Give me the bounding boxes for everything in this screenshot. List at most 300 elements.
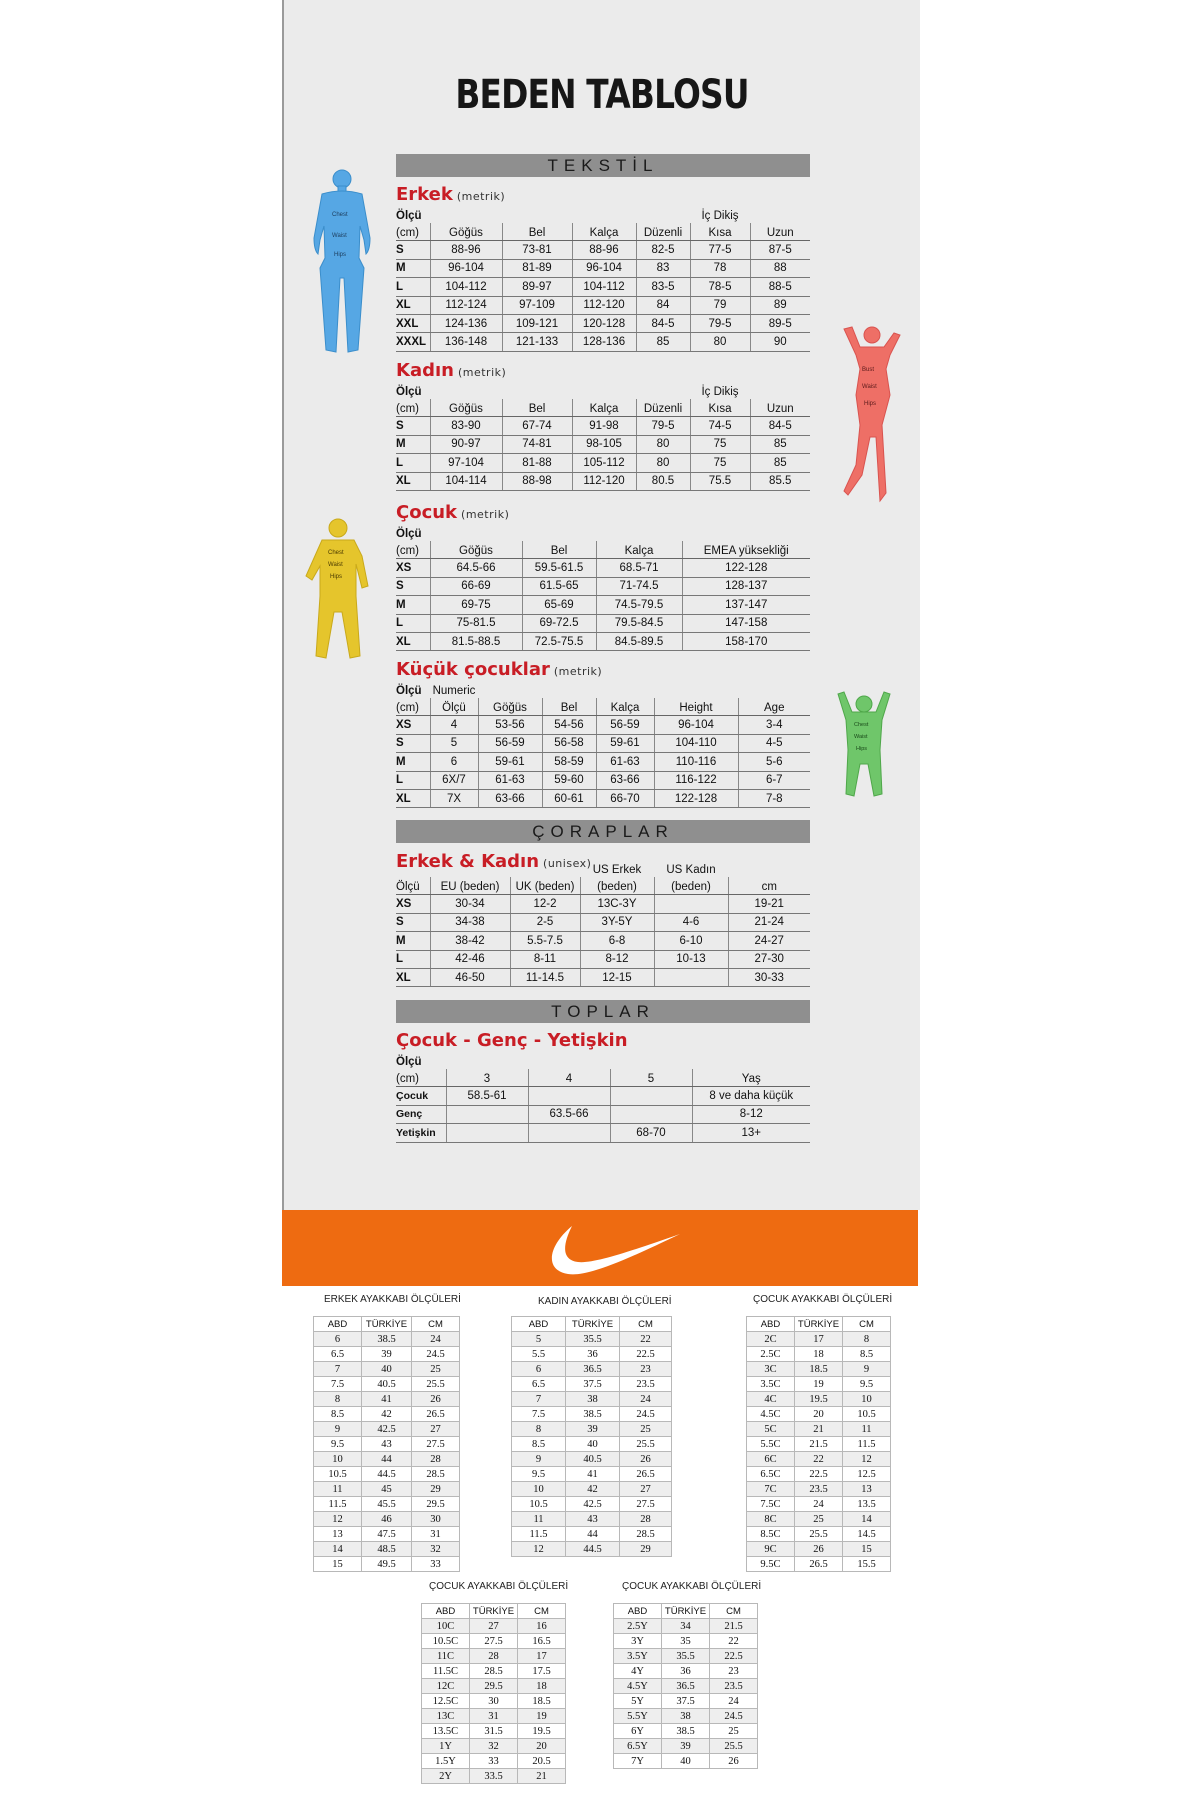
table-row (314, 1362, 460, 1377)
table-row (614, 1739, 758, 1754)
table-cell: 23.5 (620, 1377, 672, 1392)
table-cell: EMEA yüksekliği (682, 541, 810, 559)
table-cell: 4 (528, 1069, 610, 1087)
table-row (747, 1392, 891, 1407)
table-cell: 30 (412, 1512, 460, 1527)
table-cell: 11-14.5 (510, 968, 580, 986)
heading-erkek (396, 184, 505, 205)
table-cell: 39 (566, 1422, 620, 1437)
men-waist-label: Waist (332, 233, 347, 239)
heading-kucuk (396, 659, 602, 680)
table-cell: 22.5 (620, 1347, 672, 1362)
table-cell: 64.5-66 (430, 559, 522, 577)
table-row (747, 1347, 891, 1362)
table-cell: TÜRKİYE (566, 1317, 620, 1332)
table-cell: Yetişkin (396, 1124, 446, 1142)
table-cell: 2.5Y (614, 1619, 662, 1634)
table-cell: 80 (636, 454, 690, 472)
table-cell: 5 (610, 1069, 692, 1087)
table-cell: 11 (314, 1482, 362, 1497)
shoe-table-cocuk-2 (421, 1603, 566, 1784)
table-row (747, 1437, 891, 1452)
table-cell (446, 1124, 528, 1142)
table-row (747, 1497, 891, 1512)
section-band-tekstil: TEKSTİL (396, 154, 810, 177)
table-cell: CM (843, 1317, 891, 1332)
table-cell: 29 (412, 1482, 460, 1497)
table-cell: 19 (795, 1377, 843, 1392)
table-cell (502, 384, 572, 399)
table-cell: CM (710, 1604, 758, 1619)
table-cell: 1Y (422, 1739, 470, 1754)
men-measurement-figure (310, 168, 374, 358)
table-row (396, 559, 810, 577)
table-row (396, 314, 810, 332)
table-cell: Kalça (596, 541, 682, 559)
table-cell: 83-5 (636, 278, 690, 296)
table-cell: 147-158 (682, 614, 810, 632)
table-row (747, 1557, 891, 1572)
heading-erkek-text: Erkek (396, 184, 453, 205)
table-row (396, 454, 810, 472)
table-row (512, 1512, 672, 1527)
table-cell (610, 1054, 692, 1069)
table-row (614, 1634, 758, 1649)
table-cell: 61-63 (596, 753, 654, 771)
table-row (422, 1694, 566, 1709)
table-cell: 40.5 (362, 1377, 412, 1392)
table-cell (446, 1105, 528, 1123)
table-cell: 38-42 (430, 932, 510, 950)
table-cell: 109-121 (502, 314, 572, 332)
table-row (396, 435, 810, 453)
table-cell: M (396, 753, 430, 771)
table-cell: 81-88 (502, 454, 572, 472)
table-row (747, 1362, 891, 1377)
table-cocuk (396, 526, 810, 651)
table-kadin (396, 384, 810, 491)
heading-corap-text: Erkek & Kadın (396, 851, 540, 872)
table-cell: 2C (747, 1332, 795, 1347)
table-cell: 15 (843, 1542, 891, 1557)
table-cell: 18.5 (795, 1362, 843, 1377)
table-cell: 96-104 (572, 259, 636, 277)
table-cell: 54-56 (542, 716, 596, 734)
table-cell: 12.5 (843, 1467, 891, 1482)
kids-chest-label: Chest (328, 550, 344, 556)
table-row (422, 1724, 566, 1739)
table-cell: L (396, 614, 430, 632)
table-header-row (396, 1069, 810, 1087)
table-row (614, 1694, 758, 1709)
table-cell: 16 (518, 1619, 566, 1634)
table-cell: 28 (620, 1512, 672, 1527)
table-cell: 23 (620, 1362, 672, 1377)
table-cell: ABD (422, 1604, 470, 1619)
table-cell: 60-61 (542, 789, 596, 807)
table-cell: XL (396, 296, 430, 314)
table-row (512, 1332, 672, 1347)
table-cell: 122-128 (654, 789, 738, 807)
table-row (614, 1679, 758, 1694)
table-cell: 6 (512, 1362, 566, 1377)
table-cell: 3-4 (738, 716, 810, 734)
table-cell: Ölçü (396, 1056, 422, 1068)
table-row (396, 1124, 810, 1142)
table-cell: 7 (314, 1362, 362, 1377)
table-cell: 36.5 (662, 1679, 710, 1694)
table-cell: 72.5-75.5 (522, 632, 596, 650)
table-cell: M (396, 596, 430, 614)
table-cell: Kısa (690, 223, 750, 241)
table-cell: 53-56 (478, 716, 542, 734)
table-cell: 104-110 (654, 734, 738, 752)
table-cell: M (396, 259, 430, 277)
table-cell: 28 (470, 1649, 518, 1664)
table-cell: (cm) (396, 698, 430, 716)
table-cell: 8.5 (512, 1437, 566, 1452)
table-cell: 98-105 (572, 435, 636, 453)
table-cell: 77-5 (690, 241, 750, 259)
table-cell: Göğüs (478, 698, 542, 716)
table-cell: 79.5-84.5 (596, 614, 682, 632)
table-cell: 9.5 (314, 1437, 362, 1452)
table-cell: 61.5-65 (522, 577, 596, 595)
table-cell: Yaş (692, 1069, 810, 1087)
table-row (396, 596, 810, 614)
page-title: BEDEN TABLOSU (455, 72, 749, 118)
table-cell: 26 (620, 1452, 672, 1467)
table-cell: 18 (795, 1347, 843, 1362)
table-cell: CM (518, 1604, 566, 1619)
table-cell: 26 (795, 1542, 843, 1557)
table-row (747, 1332, 891, 1347)
table-cell: 7.5 (512, 1407, 566, 1422)
table-cell: 8 (314, 1392, 362, 1407)
table-cell (510, 862, 580, 877)
table-cell: 3.5C (747, 1377, 795, 1392)
table-cell: Uzun (750, 223, 810, 241)
table-header-row (614, 1604, 758, 1619)
table-cell: 120-128 (572, 314, 636, 332)
table-cell: 58.5-61 (446, 1087, 528, 1105)
table-cell: 80 (636, 435, 690, 453)
table-cell: 44 (362, 1452, 412, 1467)
table-cell: TÜRKİYE (795, 1317, 843, 1332)
table-row (422, 1619, 566, 1634)
table-cell: 11 (843, 1422, 891, 1437)
table-cell: Height (654, 698, 738, 716)
table-cell (636, 384, 690, 399)
table-cell: Kalça (572, 223, 636, 241)
table-cell: 8 (512, 1422, 566, 1437)
table-cell: 43 (362, 1437, 412, 1452)
table-cell: 4-5 (738, 734, 810, 752)
table-cell: 25 (620, 1422, 672, 1437)
heading-cocuk (396, 502, 509, 523)
table-cell: 90 (750, 333, 810, 351)
table-cell: 5 (430, 734, 478, 752)
table-cell: 87-5 (750, 241, 810, 259)
table-cell: 79 (690, 296, 750, 314)
table-cell: ABD (512, 1317, 566, 1332)
table-cell: 41 (566, 1467, 620, 1482)
shoe-title-erkek: ERKEK AYAKKABI ÖLÇÜLERİ (324, 1294, 461, 1305)
table-cell: 10C (422, 1619, 470, 1634)
table-cell: 9 (843, 1362, 891, 1377)
table-cell: 35 (662, 1634, 710, 1649)
section-band-coraplar: ÇORAPLAR (396, 820, 810, 843)
table-cell: 80 (690, 333, 750, 351)
table-cell: 32 (412, 1542, 460, 1557)
shoe-table-cocuk-3 (613, 1603, 758, 1769)
table-cell: 75 (690, 454, 750, 472)
table-header-row (747, 1317, 891, 1332)
table-cell: 8 (843, 1332, 891, 1347)
table-cell: Düzenli (636, 223, 690, 241)
table-cell: (cm) (396, 223, 430, 241)
table-cell: 7-8 (738, 789, 810, 807)
table-cell: 46 (362, 1512, 412, 1527)
table-cell: 128-137 (682, 577, 810, 595)
table-cell: 88-96 (572, 241, 636, 259)
table-cell (654, 895, 728, 913)
nike-swoosh-logo (542, 1216, 682, 1280)
unit-corap: (unisex) (543, 857, 592, 870)
table-cell: 7.5 (314, 1377, 362, 1392)
table-cell: 4-6 (654, 913, 728, 931)
table-row (614, 1664, 758, 1679)
table-cell: 84-5 (750, 417, 810, 435)
table-cell: Göğüs (430, 399, 502, 417)
table-cell: (cm) (396, 399, 430, 417)
table-cell: 56-58 (542, 734, 596, 752)
table-cell: ABD (747, 1317, 795, 1332)
table-cell: 11.5 (314, 1497, 362, 1512)
table-cell: 4Y (614, 1664, 662, 1679)
table-cell: 15 (314, 1557, 362, 1572)
table-cell: 27 (412, 1422, 460, 1437)
table-cell: 74-5 (690, 417, 750, 435)
heading-kadin (396, 360, 506, 381)
table-cell: 45 (362, 1482, 412, 1497)
table-cell: 8-12 (580, 950, 654, 968)
table-cell: 47.5 (362, 1527, 412, 1542)
table-row (314, 1452, 460, 1467)
table-coraplar (396, 862, 810, 987)
table-cell: 36.5 (566, 1362, 620, 1377)
table-row (512, 1407, 672, 1422)
table-cell: 24.5 (710, 1709, 758, 1724)
table-cell: 5-6 (738, 753, 810, 771)
brand-banner (282, 1210, 918, 1286)
table-cell: Ölçü (396, 877, 430, 895)
table-cell: 7C (747, 1482, 795, 1497)
table-row (396, 577, 810, 595)
table-cell: 75.5 (690, 472, 750, 490)
table-cell: 88-96 (430, 241, 502, 259)
table-cell: 80.5 (636, 472, 690, 490)
table-cell: 13C-3Y (580, 895, 654, 913)
table-cell: 43 (566, 1512, 620, 1527)
table-row (422, 1739, 566, 1754)
table-cell: 63.5-66 (528, 1105, 610, 1123)
table-cell: Bel (522, 541, 596, 559)
table-cell: Ölçü (396, 210, 422, 222)
table-cell: 61-63 (478, 771, 542, 789)
table-cell: 42.5 (362, 1422, 412, 1437)
table-cell: 34-38 (430, 913, 510, 931)
table-cell: 6 (430, 753, 478, 771)
table-row (422, 1769, 566, 1784)
table-cell: 25 (412, 1362, 460, 1377)
table-cell: 28 (412, 1452, 460, 1467)
table-row (314, 1392, 460, 1407)
table-cell: 36 (662, 1664, 710, 1679)
table-cell: 27 (620, 1482, 672, 1497)
table-kucuk-cocuklar (396, 683, 810, 808)
table-row (396, 278, 810, 296)
table-cell: 63-66 (478, 789, 542, 807)
table-cell: XS (396, 895, 430, 913)
table-cell: 9.5 (843, 1377, 891, 1392)
heading-cocuk-text: Çocuk (396, 502, 458, 523)
table-cell: 26.5 (795, 1557, 843, 1572)
table-cell: 122-128 (682, 559, 810, 577)
table-cell: 84 (636, 296, 690, 314)
table-cell: 66-70 (596, 789, 654, 807)
table-row (747, 1482, 891, 1497)
table-cell: 27 (470, 1619, 518, 1634)
table-cell: 59-60 (542, 771, 596, 789)
table-cell: 21 (518, 1769, 566, 1784)
table-row (396, 734, 810, 752)
table-cell: XS (396, 716, 430, 734)
table-header-row (512, 1317, 672, 1332)
table-row (614, 1754, 758, 1769)
table-cell: S (396, 577, 430, 595)
shoe-title-kadin: KADIN AYAKKABI ÖLÇÜLERİ (538, 1296, 672, 1307)
table-top-header-row (396, 384, 810, 399)
table-cell: 97-109 (502, 296, 572, 314)
table-cell: 29.5 (470, 1679, 518, 1694)
table-cell (542, 683, 596, 698)
table-cell: 5Y (614, 1694, 662, 1709)
kids-figure-body (306, 519, 368, 658)
table-cell: 85 (750, 435, 810, 453)
table-cell: 24 (412, 1332, 460, 1347)
women-measurement-figure (838, 325, 908, 505)
table-cell (478, 683, 542, 698)
table-cell: 104-112 (572, 278, 636, 296)
table-row (396, 716, 810, 734)
table-header-row (422, 1604, 566, 1619)
table-cell: 158-170 (682, 632, 810, 650)
table-cell: 40 (566, 1437, 620, 1452)
table-row (314, 1512, 460, 1527)
table-cell: 78 (690, 259, 750, 277)
table-cell: 112-124 (430, 296, 502, 314)
table-cell: 6.5Y (614, 1739, 662, 1754)
table-cell: 69-72.5 (522, 614, 596, 632)
shoe-table-erkek (313, 1316, 460, 1572)
table-cell: TÜRKİYE (662, 1604, 710, 1619)
table-cell: 89-5 (750, 314, 810, 332)
table-cell: 42 (362, 1407, 412, 1422)
table-cell: Kısa (690, 399, 750, 417)
table-cell: 19.5 (795, 1392, 843, 1407)
table-cell: 3 (446, 1069, 528, 1087)
table-cell (636, 208, 690, 223)
table-cell: 17 (795, 1332, 843, 1347)
women-bust-label: Bust (862, 367, 875, 373)
table-row (422, 1664, 566, 1679)
table-cell: 59.5-61.5 (522, 559, 596, 577)
table-cell (430, 862, 510, 877)
table-row (512, 1452, 672, 1467)
table-cell: 83 (636, 259, 690, 277)
table-top-header-row (396, 862, 810, 877)
table-row (396, 895, 810, 913)
table-cell: 11.5 (843, 1437, 891, 1452)
table-cell: 2Y (422, 1769, 470, 1784)
table-cell: 79-5 (690, 314, 750, 332)
unit-erkek: (metrik) (456, 190, 506, 203)
table-cell: 22 (795, 1452, 843, 1467)
table-cell: 38.5 (362, 1332, 412, 1347)
table-cell: 67-74 (502, 417, 572, 435)
table-row (396, 1105, 810, 1123)
table-cell: 12.5C (422, 1694, 470, 1709)
table-cell: XL (396, 472, 430, 490)
table-cell (528, 1124, 610, 1142)
table-cell: 22 (620, 1332, 672, 1347)
table-cell: 88 (750, 259, 810, 277)
table-cell: 29 (620, 1542, 672, 1557)
table-cell: 24 (620, 1392, 672, 1407)
table-cell: S (396, 241, 430, 259)
table-cell: 21-24 (728, 913, 810, 931)
table-cell: 6-10 (654, 932, 728, 950)
little-kids-figure-labels (854, 722, 869, 752)
table-row (396, 472, 810, 490)
unit-kucuk: (metrik) (553, 665, 603, 678)
table-row (396, 241, 810, 259)
table-cell: 110-116 (654, 753, 738, 771)
unit-kadin: (metrik) (457, 366, 507, 379)
table-cell: 34 (662, 1619, 710, 1634)
table-cell: 14 (843, 1512, 891, 1527)
table-top-header-row (396, 208, 810, 223)
table-row (396, 950, 810, 968)
table-cell: 65-69 (522, 596, 596, 614)
table-row (512, 1422, 672, 1437)
kids-figure-labels (328, 550, 344, 580)
table-cell: 29.5 (412, 1497, 460, 1512)
table-cell: 20 (518, 1739, 566, 1754)
table-cell: 89-97 (502, 278, 572, 296)
table-cell: 26.5 (620, 1467, 672, 1482)
table-cell: 105-112 (572, 454, 636, 472)
table-cell: 4.5Y (614, 1679, 662, 1694)
table-row (396, 259, 810, 277)
little-kids-measurement-figure (834, 690, 894, 802)
table-cell: 14.5 (843, 1527, 891, 1542)
table-row (422, 1709, 566, 1724)
table-cell: 35.5 (662, 1649, 710, 1664)
table-cell (654, 683, 738, 698)
table-cell: 45.5 (362, 1497, 412, 1512)
